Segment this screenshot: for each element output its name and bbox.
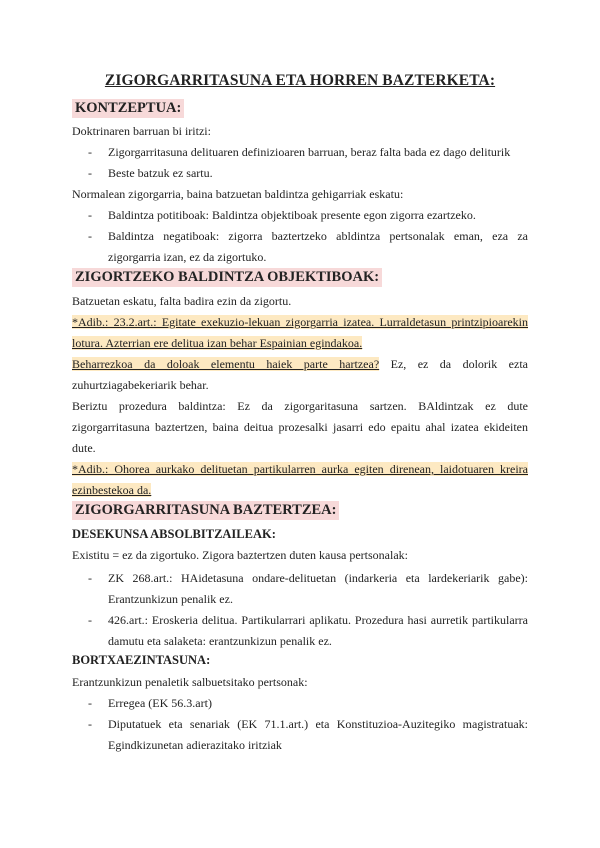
paragraph-beharrezkoa [72, 354, 528, 375]
example-1-line-1 [72, 312, 528, 333]
example-2-line-1 [72, 459, 528, 480]
heading-kontzeptua: KONTZEPTUA: [72, 99, 184, 118]
paragraph-prozedura-line-2: zigorgarritasuna baztertzen, baina deitua prozesalki jasarri edo epaitu ahal izatea ekideiten [72, 420, 528, 434]
highlighted-question: Beharrezkoa da doloak elementu haiek parte hartzea? [72, 357, 380, 371]
bullet-dash: - [88, 613, 92, 627]
list-item-text: damutu eta salaketa: erantzunkizun penalik ez. [108, 634, 332, 648]
example-1-line-2 [72, 333, 528, 354]
list-item-text: Baldintza potitiboak: Baldintza objektiboak presente egon zigorra ezartzeko. [108, 208, 476, 222]
list-item-text: ZK 268.art.: HAidetasuna ondare-delituetan (indarkeria eta lardekeriarik gabe): [108, 571, 528, 585]
bullet-dash: - [88, 696, 92, 710]
list-item-text: Erregea (EK 56.3.art) [108, 696, 212, 710]
paragraph-beharrezkoa-line-2: zuhurtziagabekeriarik behar. [72, 378, 209, 392]
paragraph-batzuetan: Batzuetan eskatu, falta badira ezin da zigortu. [72, 294, 292, 308]
bullet-dash: - [88, 166, 92, 180]
paragraph-prozedura-line-1: Beriztu prozedura baldintza: Ez da zigorgaritasuna sartzen. BAldintzak ez dute [72, 399, 528, 413]
subheading-desekunsa: DESEKUNSA ABSOLBITZAILEAK: [72, 527, 276, 541]
list-item-text: Beste batzuk ez sartu. [108, 166, 213, 180]
document-title: ZIGORGARRITASUNA ETA HORREN BAZTERKETA: [104, 72, 496, 89]
paragraph-text: Ez, ez da dolorik ezta [379, 357, 528, 371]
list-item-text: zigorgarria izan, ez da zigortuko. [108, 250, 267, 264]
highlighted-text: lotura. Azterrian ere delitua izan behar Espainian egindakoa. [72, 336, 363, 350]
list-item-text: Baldintza negatiboak: zigorra baztertzeko abldintza pertsonalak eman, eza za [108, 229, 528, 243]
bullet-dash: - [88, 717, 92, 731]
highlighted-text: *Adib.: Ohorea aurkako delituetan partikularren aurka egiten direnean, laidotuaren kreira [72, 462, 528, 476]
heading-baldintza-objektiboak: ZIGORTZEKO BALDINTZA OBJEKTIBOAK: [72, 268, 382, 287]
list-item-text: Egindkizunetan adierazitako iritziak [108, 738, 282, 752]
list-item-text: Diputatuek eta senariak (EK 71.1.art.) eta Konstituzioa-Auzitegiko magistratuak: [108, 717, 528, 731]
bullet-dash: - [88, 229, 92, 243]
list-item-text: Erantzunkizun penalik ez. [108, 592, 233, 606]
bullet-dash: - [88, 571, 92, 585]
paragraph-existitu: Existitu = ez da zigortuko. Zigora baztertzen duten kausa pertsonalak: [72, 548, 408, 562]
subheading-bortxaezintasuna: BORTXAEZINTASUNA: [72, 653, 211, 667]
paragraph-erantzunkizun: Erantzunkizun penaletik salbuetsitako pertsonak: [72, 675, 308, 689]
list-item-text: Zigorgarritasuna delituaren definizioaren barruan, beraz falta bada ez dago deliturik [108, 145, 511, 159]
highlighted-text: ezinbestekoa da. [72, 483, 152, 497]
example-2-line-2 [72, 480, 528, 501]
heading-baztertzea: ZIGORGARRITASUNA BAZTERTZEA: [72, 501, 339, 520]
bullet-dash: - [88, 208, 92, 222]
list-item-text: 426.art.: Eroskeria delitua. Partikularrari aplikatu. Prozedura hasi aurretik partikularra [108, 613, 528, 627]
bullet-dash: - [88, 145, 92, 159]
paragraph-prozedura-line-3: dute. [72, 441, 96, 455]
paragraph-intro: Doktrinaren barruan bi iritzi: [72, 124, 211, 138]
highlighted-text: *Adib.: 23.2.art.: Egitate exekuzio-lekuan zigorgarria izatea. Lurraldetasun printzipioarekin [72, 315, 528, 329]
paragraph-normalean: Normalean zigorgarria, baina batzuetan baldintza gehigarriak eskatu: [72, 187, 404, 201]
